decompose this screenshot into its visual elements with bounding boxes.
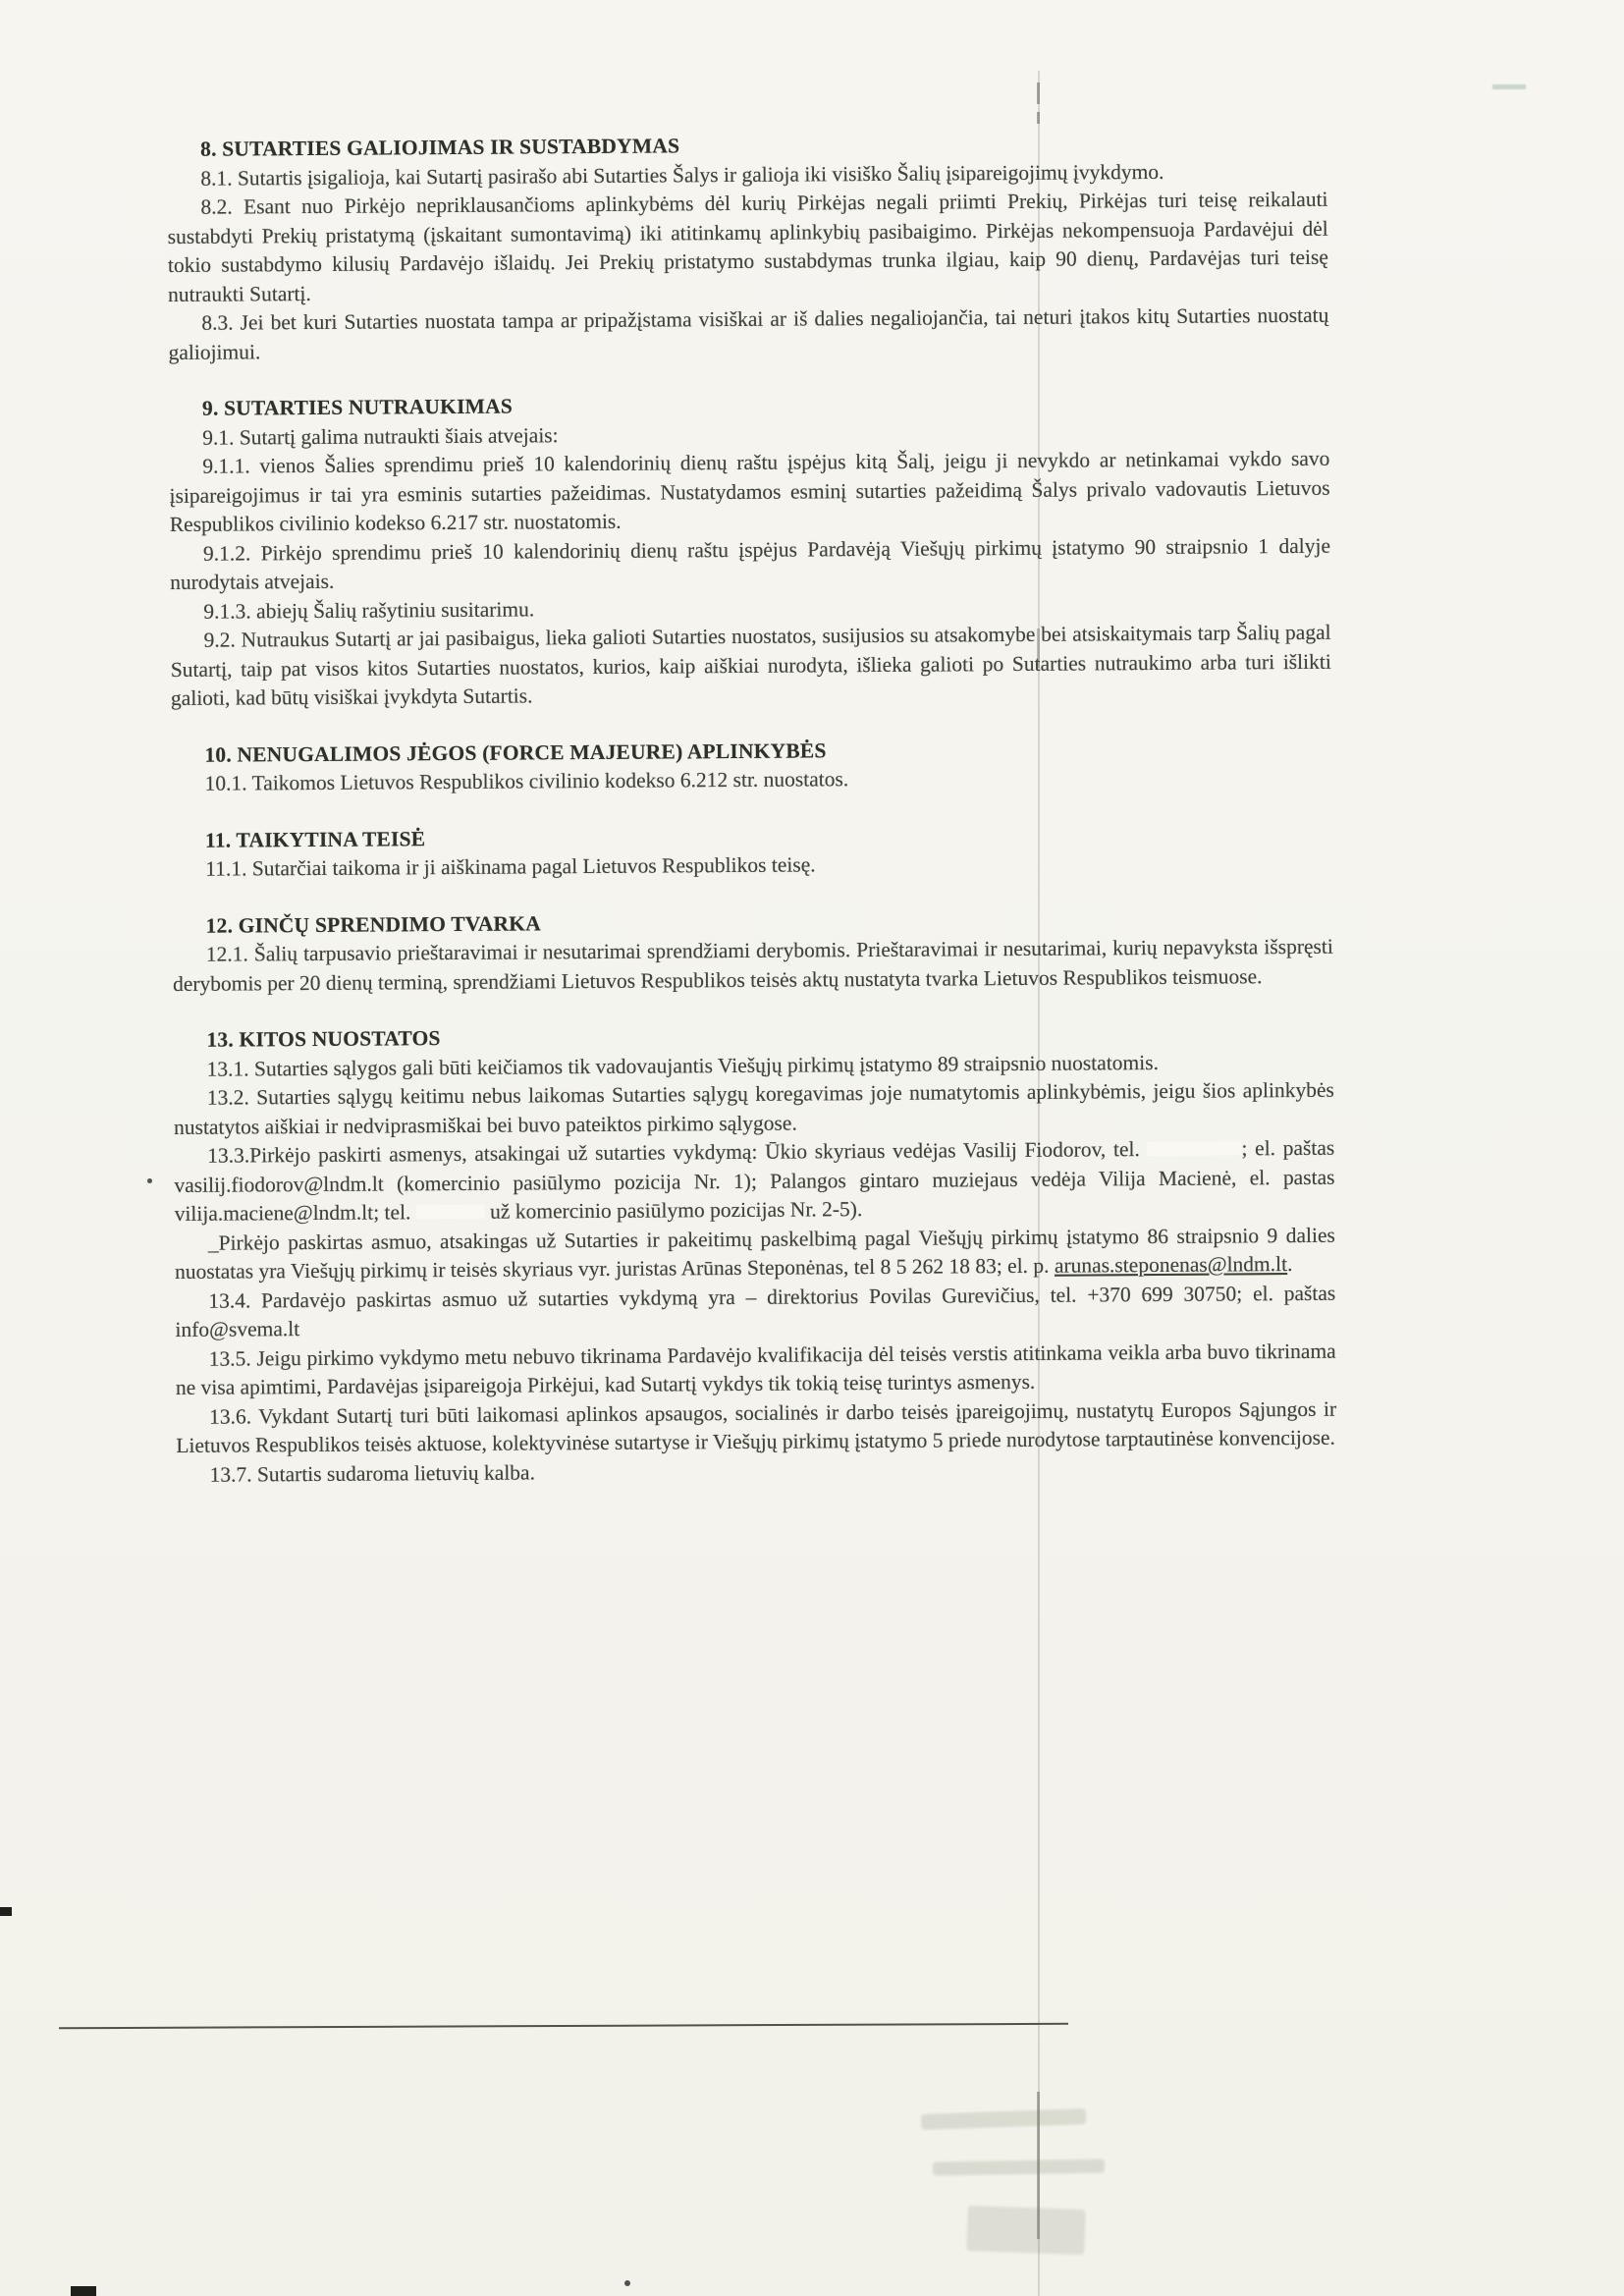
paragraph-9-1-3: 9.1.3. abiejų Šalių rašytiniu susitarimu. [203,596,535,624]
stamp-remnant [966,2206,1086,2255]
paragraph-13-1: 13.1. Sutarties sąlygos gali būti keičiamos tik vadovaujantis Viešųjų pirkimų įstatymo 89 straipsnio nuostatomis. [206,1050,1160,1081]
section-10-heading: 10. NENUGALIMOS JĖGOS (FORCE MAJEURE) APLINKYBĖS [204,738,827,767]
paragraph-13-4: 13.4. Pardavėjo paskirtas asmuo už sutarties vykdymą yra – direktorius Povilas Gurevičius, tel. +370 699 30750; el. paštas info@svema.lt [175,1281,1336,1341]
document-content [167,128,1337,1490]
section-12 [173,903,1334,999]
paragraph-13-3-text: už komercinio pasiūlymo pozicijas Nr. 2-5). [490,1197,863,1224]
scan-artifact [1492,84,1526,89]
section-10 [171,733,1331,798]
paragraph-8-3: 8.3. Jei bet kuri Sutarties nuostata tampa ar pripažįstama visiškai ar iš dalies negaliojančia, tai neturi įtakos kitų Sutarties nuostatų galiojimui. [168,302,1329,364]
paragraph-11-1: 11.1. Sutarčiai taikoma ir ji aiškinama pagal Lietuvos Respublikos teisę. [205,852,816,881]
paragraph-13-3-text: 13.3.Pirkėjo paskirti asmenys, atsakingai už sutarties vykdymą: Ūkio skyriaus vedėjas Vasilij Fiodorov, tel. [207,1137,1148,1168]
paragraph-10-1: 10.1. Taikomos Lietuvos Respublikos civilinio kodekso 6.212 str. nuostatos. [204,767,849,795]
section-9 [169,387,1331,714]
section-9-heading: 9. SUTARTIES NUTRAUKIMAS [201,394,514,420]
paragraph-9-1-1: 9.1.1. vienos Šalies sprendimu prieš 10 kalendorinių dienų raštu įspėjus kitą Šalį, jeigu ji nevykdo ar netinkamai vykdo savo įsipareigojimus ir tai yra esminis sutarties pažeidimas. Nustatydamos esminį sutarties pažeidimą Šalys privalo vadovautis Lietuvos Respublikos civilinio kodekso 6.217 str. nuostatomis. [169,446,1330,536]
pen-dot [147,1178,152,1183]
horizontal-rule [59,2023,1068,2029]
paragraph-13-3a [175,1221,1335,1286]
section-12-heading: 12. GINČŲ SPRENDIMO TVARKA [205,910,541,938]
fold-dash-mark [1037,112,1040,124]
paragraph-13-5: 13.5. Jeigu pirkimo vykdymo metu nebuvo tikrinama Pardavėjo kvalifikacija dėl teisės verstis atitinkama veikla arba buvo tikrinama ne visa apimtimi, Pardavėjas įsipareigoja Pirkėjui, kad Sutartį vykdys tik tokią teisę turintys asmenys. [175,1339,1336,1399]
paragraph-13-3a-text: _Pirkėjo paskirtas asmuo, atsakingas už Sutarties ir pakeitimų paskelbimą pagal Viešųjų pirkimų įstatymo 86 straipsnio 9 dalies nuostatas yra Viešųjų pirkimų ir teisės skyriaus vyr. juristas Arūnas Steponėnas, tel 8 5 262 18 83; el. p. [174,1223,1335,1284]
paragraph-13-3 [174,1134,1335,1230]
paragraph-8-1: 8.1. Sutartis įsigalioja, kai Sutartį pasirašo abi Sutarties Šalys ir galioja iki visiško Šalių įsipareigojimų įvykdymo. [200,159,1164,191]
section-8 [167,128,1329,367]
paragraph-13-7: 13.7. Sutartis sudaroma lietuvių kalba. [209,1459,536,1487]
email-underlined: arunas.steponenas@lndm.lt [1054,1252,1288,1278]
stamp-remnant [921,2108,1086,2130]
stamp-remnant [933,2159,1105,2175]
redacted-phone-number [1147,1141,1241,1156]
paragraph-8-2: 8.2. Esant nuo Pirkėjo nepriklausančioms aplinkybėms dėl kurių Pirkėjas negali priimti Prekių, Pirkėjas turi teisę reikalauti sustabdyti Prekių pristatymą (įskaitant sumontavimą) iki atitinkamų aplinkybių pasibaigimo. Pirkėjas nekompensuoja Pardavėjui dėl tokio sustabdymo kilusių Pardavėjo išlaidų. Jei Prekių pristatymo sustabdymas trunka ilgiau, kaip 90 dienų, Pardavėjas turi teisę nutraukti Sutartį. [167,187,1328,306]
redacted-phone-number [416,1205,485,1219]
paragraph-9-2: 9.2. Nutraukus Sutartį ar jai pasibaigus, lieka galioti Sutarties nuostatos, susijusios su atsakomybe bei atsiskaitymais tarp Šalių pagal Sutartį, taip pat visos kitos Sutarties nuostatos, kurios, kaip aiškiai nurodyta, išlieka galioti po Sutarties nutraukimo arba turi išlikti galioti, kad būtų visiškai įvykdyta Sutartis. [170,620,1331,710]
paragraph-9-1-2: 9.1.2. Pirkėjo sprendimu prieš 10 kalendorinių dienų raštu įspėjus Pardavėją Viešųjų pirkimų įstatymo 90 straipsnio 1 dalyje nurodytais atvejais. [170,533,1331,594]
section-11 [172,818,1332,884]
paragraph-13-3a-text: . [1286,1252,1293,1277]
paragraph-13-3-text: ; el. paštas vasilij.fiodorov@lndm.lt (komercinio pasiūlymo pozicija Nr. 1); Palangos gintaro muziejaus vedėja Vilija Macienė, el. pastas vilija.maciene@lndm.lt; tel. [174,1135,1335,1226]
scan-artifact [0,1907,12,1916]
section-8-heading: 8. SUTARTIES GALIOJIMAS IR SUSTABDYMAS [200,134,680,161]
section-13 [173,1018,1336,1490]
section-13-heading: 13. KITOS NUOSTATOS [206,1026,441,1052]
paragraph-13-2: 13.2. Sutarties sąlygų keitimu nebus laikomas Sutarties sąlygų koregavimas joje numatytomis aplinkybėmis, jeigu šios aplinkybės nustatytos aiškiai ir nedviprasmiškai bei buvo pateiktos pirkimo sąlygose. [173,1077,1334,1139]
paragraph-13-6: 13.6. Vykdant Sutartį turi būti laikomasi aplinkos apsaugos, socialinės ir darbo teisės įpareigojimų, nustatytų Europos Sąjungos ir Lietuvos Respublikos teisės aktuose, kolektyvinėse sutartyse ir Viešųjų pirkimų įstatymo 5 priede nurodytose tarptautinėse konvencijose. [176,1396,1337,1457]
paragraph-12-1: 12.1. Šalių tarpusavio prieštaravimai ir nesutarimai sprendžiami derybomis. Prieštaravimai ir nesutarimai, kurių nepavyksta išspręsti derybomis per 20 dienų terminą, sprendžiami Lietuvos Respublikos teisės aktų nustatyta tvarka Lietuvos Respublikos teismuose. [172,934,1333,996]
scan-artifact [71,2286,96,2296]
scan-artifact [624,2280,630,2286]
fold-dash-mark [1037,82,1040,104]
section-11-heading: 11. TAIKYTINA TEISĖ [204,826,426,852]
paragraph-9-1: 9.1. Sutartį galima nutraukti šiais atvejais: [202,422,559,450]
